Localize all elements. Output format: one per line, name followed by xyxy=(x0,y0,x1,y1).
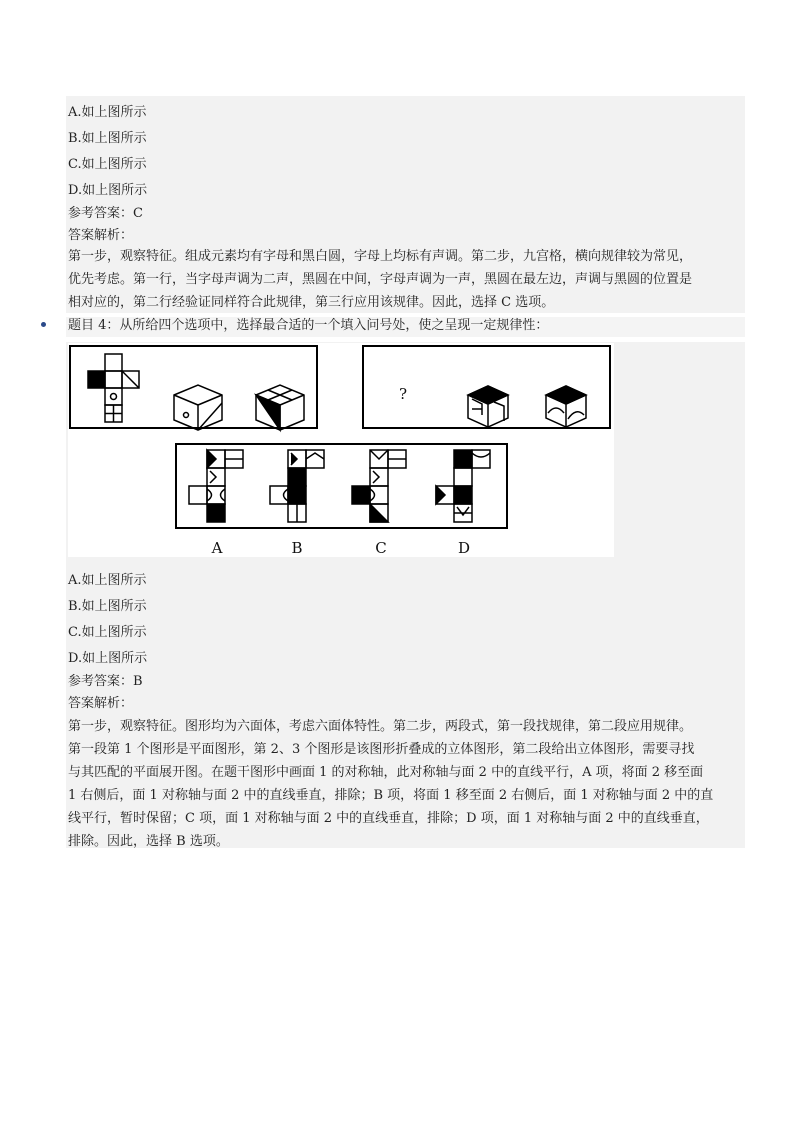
q4-analysis-line: 第一段第 1 个图形是平面图形，第 2、3 个图形是该图形折叠成的立体图形，第二段给出立体图形，需要寻找 xyxy=(68,742,695,757)
flat-net-shape xyxy=(88,354,139,422)
q4-option-b[interactable]: B.如上图所示 xyxy=(68,599,147,614)
cube-shape-2 xyxy=(256,385,304,430)
option-label-b: B xyxy=(291,539,303,557)
cube-shape-3 xyxy=(468,386,508,427)
q4-analysis-line: 1 右侧后，面 1 对称轴与面 2 中的直线垂直，排除；B 项，将面 1 移至面 2 右侧后，面 1 对称轴与面 2 中的直 xyxy=(68,788,714,803)
q4-option-a[interactable]: A.如上图所示 xyxy=(68,573,147,588)
q4-answer: 参考答案：B xyxy=(68,674,143,689)
q3-option-b[interactable]: B.如上图所示 xyxy=(68,131,147,146)
option-label-a: A xyxy=(211,539,223,557)
cube-net-figure xyxy=(68,343,614,557)
option-d-net xyxy=(436,450,490,522)
q3-option-a[interactable]: A.如上图所示 xyxy=(68,105,147,120)
q4-question: 题目 4：从所给四个选项中，选择最合适的一个填入问号处，使之呈现一定规律性： xyxy=(68,318,549,333)
q3-answer: 参考答案：C xyxy=(68,206,143,221)
q3-analysis-label: 答案解析： xyxy=(68,228,134,243)
q3-analysis xyxy=(68,245,744,314)
list-bullet xyxy=(41,322,46,327)
q4-figure xyxy=(68,343,614,557)
q4-analysis-label: 答案解析： xyxy=(68,696,134,711)
q4-option-c[interactable]: C.如上图所示 xyxy=(68,625,147,640)
q4-option-d[interactable]: D.如上图所示 xyxy=(68,651,148,666)
option-a-net xyxy=(189,450,243,522)
option-c-net xyxy=(352,450,406,522)
q3-option-c[interactable]: C.如上图所示 xyxy=(68,157,147,172)
q4-analysis xyxy=(68,715,744,853)
cube-shape-4 xyxy=(546,386,586,427)
q3-option-d[interactable]: D.如上图所示 xyxy=(68,183,148,198)
q4-analysis-line: 第一步，观察特征。图形均为六面体，考虑六面体特性。第二步，两段式，第一段找规律，第二段应用规律。 xyxy=(68,719,693,734)
q4-analysis-line: 与其匹配的平面展开图。在题干图形中画面 1 的对称轴，此对称轴与面 2 中的直线平行，A 项，将面 2 移至面 xyxy=(68,765,704,780)
q4-analysis-line: 线平行，暂时保留；C 项，面 1 对称轴与面 2 中的直线垂直，排除；D 项，面 1 对称轴与面 2 中的直线垂直， xyxy=(68,811,709,826)
option-label-d: D xyxy=(457,539,471,557)
q3-analysis-line: 第一步，观察特征。组成元素均有字母和黑白圆，字母上均标有声调。第二步，九宫格，横向规律较为常见， xyxy=(68,249,693,264)
cube-shape-1 xyxy=(174,385,222,430)
option-label-c: C xyxy=(375,539,387,557)
option-b-net xyxy=(270,450,324,522)
q3-analysis-line: 优先考虑。第一行，当字母声调为二声，黑圆在中间，字母声调为一声，黑圆在最左边，声调与黑圆的位置是 xyxy=(68,272,693,287)
q4-analysis-line: 排除。因此，选择 B 选项。 xyxy=(68,834,229,849)
question-mark: ? xyxy=(399,385,408,403)
q3-analysis-line: 相对应的，第二行经验证同样符合此规律，第三行应用该规律。因此，选择 C 选项。 xyxy=(68,295,555,310)
